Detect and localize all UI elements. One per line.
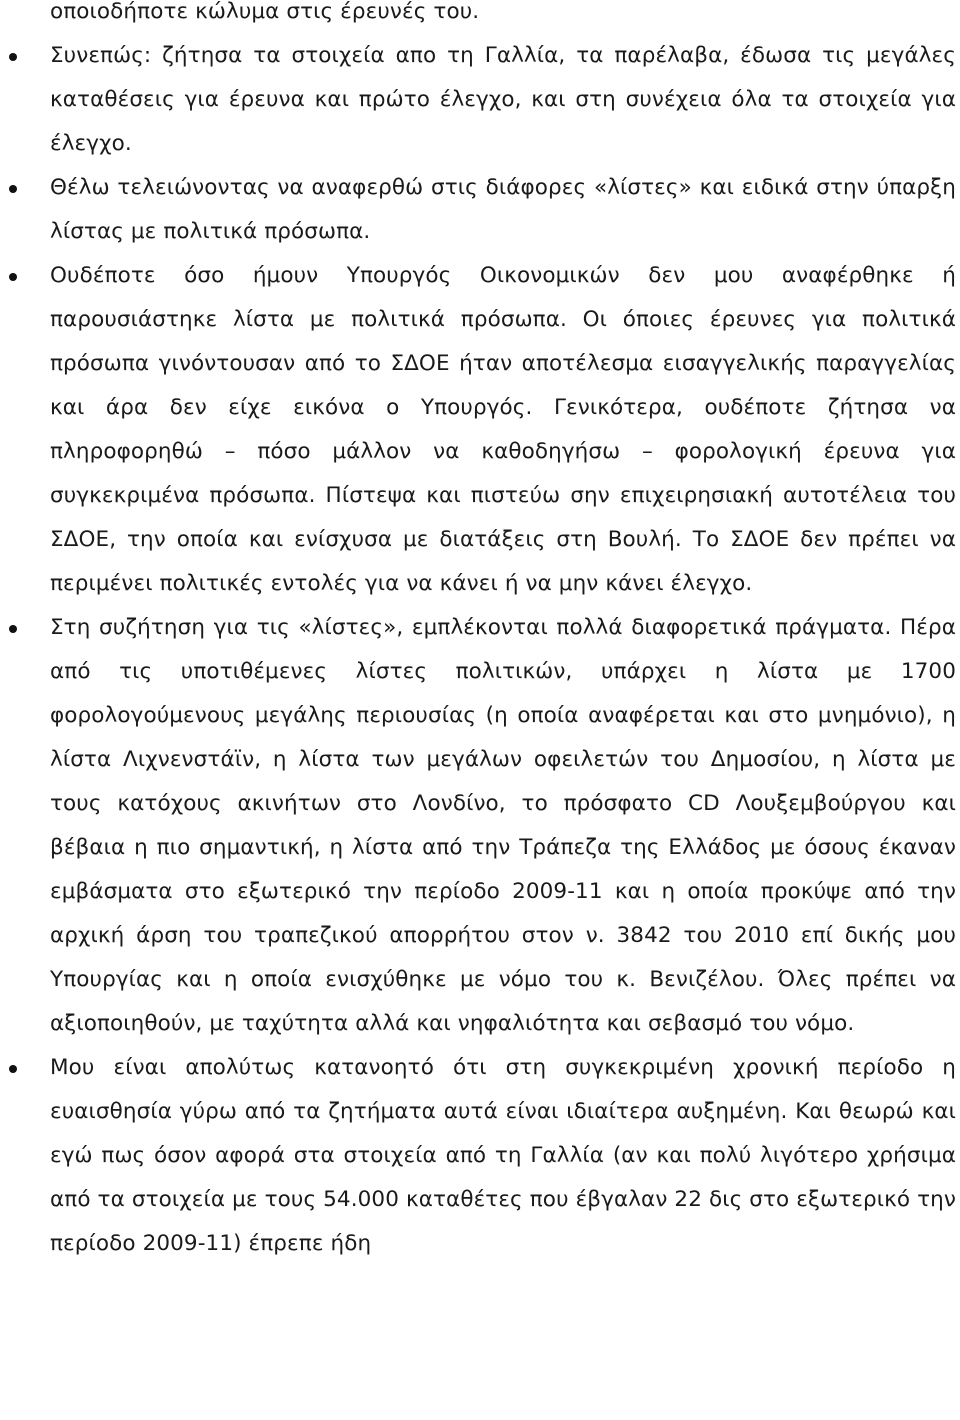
- bullet-list: [0, 34, 960, 1266]
- list-item-text: Στη συζήτηση για τις «λίστες», εμπλέκονται πολλά διαφορετικά πράγματα. Πέρα από τις υποτιθέμενες λίστες πολιτικών, υπάρχει η λίστα με 1700 φορολογούμενους μεγάλης περιουσίας (η οποία αναφέρεται και στο μνημόνιο), η λίστα Λιχνενστάϊν, η λίστα των μεγάλων οφειλετών του Δημοσίου, η λίστα με τους κατόχους ακινήτων στο Λονδίνο, το πρόσφατο CD Λουξεμβούργου και βέβαια η πιο σημαντική, η λίστα από την Τράπεζα της Ελλάδος με όσους έκαναν εμβάσματα στο εξωτερικό την περίοδο 2009-11 και η οποία προκύψε από την αρχική άρση του τραπεζικού απορρήτου στον ν. 3842 του 2010 επί δικής μου Υπουργίας και η οποία ενισχύθηκε με νόμο του κ. Βενιζέλου. Όλες πρέπει να αξιοποιηθούν, με ταχύτητα αλλά και νηφαλιότητα και σεβασμό του νόμο.: [50, 615, 956, 1036]
- bullet-icon: [9, 625, 17, 633]
- bullet-icon: [9, 53, 17, 61]
- list-item-text: Συνεπώς: ζήτησα τα στοιχεία απο τη Γαλλία, τα παρέλαβα, έδωσα τις μεγάλες καταθέσεις για έρευνα και πρώτο έλεγχο, και στη συνέχεια όλα τα στοιχεία για έλεγχο.: [50, 43, 956, 156]
- lead-paragraph: οποιοδήποτε κώλυμα στις έρευνές του.: [50, 0, 480, 24]
- list-item: [0, 34, 960, 166]
- list-item-text: Μου είναι απολύτως κατανοητό ότι στη συγκεκριμένη χρονική περίοδο η ευαισθησία γύρω από τα ζητήματα αυτά είναι ιδιαίτερα αυξημένη. Και θεωρώ και εγώ πως όσον αφορά στα στοιχεία από τη Γαλλία (αν και πολύ λιγότερο χρήσιμα από τα στοιχεία με τους 54.000 καταθέτες που έβγαλαν 22 δις στο εξωτερικό την περίοδο 2009-11) έπρεπε ήδη: [50, 1055, 956, 1256]
- bullet-icon: [9, 1065, 17, 1073]
- list-item-text: Θέλω τελειώνοντας να αναφερθώ στις διάφορες «λίστες» και ειδικά στην ύπαρξη λίστας με πολιτικά πρόσωπα.: [50, 175, 956, 244]
- list-item: [0, 1046, 960, 1266]
- bullet-icon: [9, 273, 17, 281]
- bullet-icon: [9, 185, 17, 193]
- list-item: [0, 166, 960, 254]
- list-item: [0, 606, 960, 1046]
- list-item-text: Ουδέποτε όσο ήμουν Υπουργός Οικονομικών δεν μου αναφέρθηκε ή παρουσιάστηκε λίστα με πολιτικά πρόσωπα. Οι όποιες έρευνες για πολιτικά πρόσωπα γινόντουσαν από το ΣΔΟΕ ήταν αποτέλεσμα εισαγγελικής παραγγελίας και άρα δεν είχε εικόνα ο Υπουργός. Γενικότερα, ουδέποτε ζήτησα να πληροφορηθώ – πόσο μάλλον να καθοδηγήσω – φορολογική έρευνα για συγκεκριμένα πρόσωπα. Πίστεψα και πιστεύω σην επιχειρησιακή αυτοτέλεια του ΣΔΟΕ, την οποία και ενίσχυσα με διατάξεις στη Βουλή. Το ΣΔΟΕ δεν πρέπει να περιμένει πολιτικές εντολές για να κάνει ή να μην κάνει έλεγχο.: [50, 263, 956, 596]
- list-item: [0, 254, 960, 606]
